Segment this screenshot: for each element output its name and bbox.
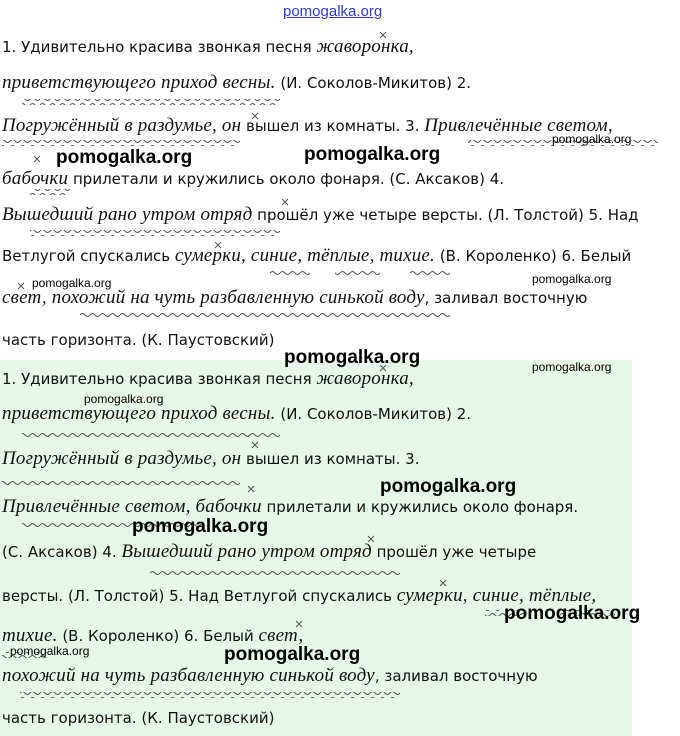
x-mark xyxy=(248,486,254,492)
watermark: pomogalka.org xyxy=(380,476,517,497)
text-line: Ветлугой спускались сумерки, синие, тёплые, тихие. (В. Короленко) 6. Белый xyxy=(2,245,632,266)
text-line: 1. Удивительно красива звонкая песня жаворонка, xyxy=(2,36,414,57)
text-line: часть горизонта. (К. Паустовский) xyxy=(2,331,275,349)
text-line: 1. Удивительно красива звонкая песня жаворонка, xyxy=(2,368,414,389)
wavy-underline xyxy=(410,270,450,276)
wavy-underline xyxy=(22,99,280,105)
wavy-underline xyxy=(2,479,240,485)
watermark: pomogalka.org xyxy=(10,644,90,658)
watermark: pomogalka.org xyxy=(284,347,421,368)
text-line: Погружённый в раздумье, он вышел из комнаты. 3. xyxy=(2,448,420,469)
watermark: pomogalka.org xyxy=(132,516,269,537)
wavy-underline xyxy=(150,569,400,575)
wavy-underline xyxy=(335,270,380,276)
watermark: pomogalka.org xyxy=(224,644,361,665)
wavy-underline xyxy=(30,230,280,236)
text-line: Погружённый в раздумье, он вышел из комнаты. 3. Привлечённые светом, xyxy=(2,115,613,136)
watermark: pomogalka.org xyxy=(84,392,164,406)
watermark: pomogalka.org xyxy=(32,276,112,290)
text-line: приветствующего приход весны. (И. Соколов-Микитов) 2. xyxy=(2,72,472,93)
text-line: свет, похожий на чуть разбавленную синькой воду, заливал восточную xyxy=(2,287,588,308)
text-line: часть горизонта. (К. Паустовский) xyxy=(2,709,275,727)
text-line: похожий на чуть разбавленную синькой воду, заливал восточную xyxy=(2,665,538,686)
text-line: Привлечённые светом, бабочки прилетали и кружились около фонаря. xyxy=(2,496,579,517)
watermark: pomogalka.org xyxy=(56,147,193,168)
text-line: тихие. (В. Короленко) 6. Белый свет, xyxy=(2,625,304,646)
watermark: pomogalka.org xyxy=(504,603,641,624)
text-line: бабочки прилетали и кружились около фонаря. (С. Аксаков) 4. xyxy=(2,168,505,189)
watermark: pomogalka.org xyxy=(532,360,612,374)
wavy-underline xyxy=(20,692,400,698)
wavy-underline xyxy=(270,270,310,276)
text-line: версты. (Л. Толстой) 5. Над Ветлугой спускались сумерки, синие, тёплые, xyxy=(2,585,597,606)
text-line: приветствующего приход весны. (И. Соколов-Микитов) 2. xyxy=(2,403,472,424)
watermark-top: pomogalka.org xyxy=(283,3,383,20)
text-line: (С. Аксаков) 4. Вышедший рано утром отряд прошёл уже четыре xyxy=(2,541,537,562)
wavy-underline xyxy=(80,313,450,319)
wavy-underline xyxy=(22,432,280,438)
watermark: pomogalka.org xyxy=(304,144,441,165)
wavy-underline xyxy=(2,140,240,146)
text-line: Вышедший рано утром отряд прошёл уже четыре версты. (Л. Толстой) 5. Над xyxy=(2,204,639,225)
watermark: pomogalka.org xyxy=(532,272,612,286)
watermark: pomogalka.org xyxy=(552,132,632,146)
x-mark xyxy=(34,156,40,162)
